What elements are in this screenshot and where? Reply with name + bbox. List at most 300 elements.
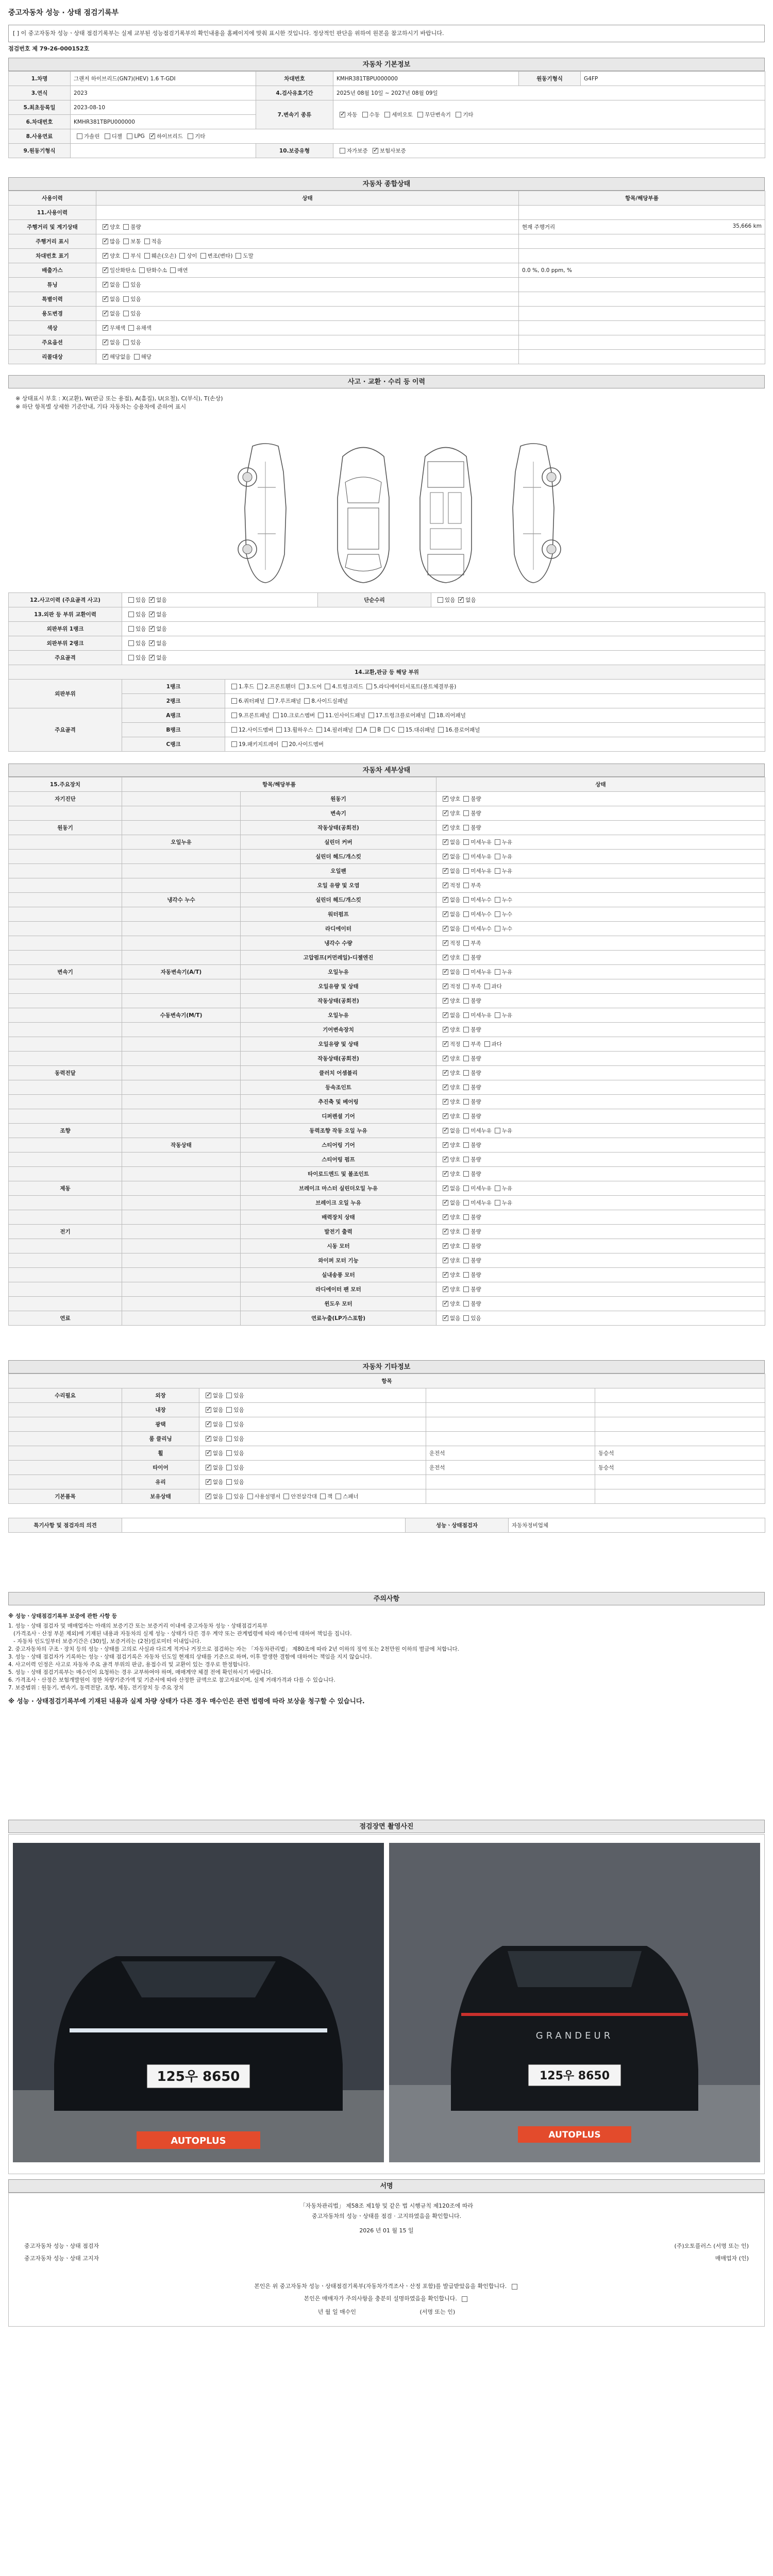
checkbox[interactable] — [443, 1084, 448, 1090]
checkbox[interactable] — [463, 796, 469, 802]
checkbox[interactable] — [103, 296, 108, 302]
checkbox[interactable] — [443, 868, 448, 874]
option-label: 양호 — [450, 1272, 461, 1278]
field-label: 자동변속기(A/T) — [122, 965, 241, 979]
checkbox[interactable] — [304, 698, 310, 704]
checkbox[interactable] — [231, 698, 237, 704]
option-label: 없음 — [156, 612, 167, 618]
accident-options — [122, 636, 765, 651]
checkbox[interactable] — [443, 1258, 448, 1263]
option-label: 양호 — [450, 955, 461, 961]
checkbox[interactable] — [443, 940, 448, 946]
checkbox[interactable] — [283, 1494, 289, 1499]
checkbox[interactable] — [340, 112, 345, 117]
option-label: 없음 — [110, 311, 121, 317]
checkbox[interactable] — [495, 1012, 500, 1018]
checkbox[interactable] — [149, 626, 155, 632]
field-label: 주행거리 표시 — [9, 234, 96, 249]
checkbox[interactable] — [463, 883, 469, 888]
option-label: 양호 — [450, 1099, 461, 1105]
table-row — [9, 1403, 765, 1417]
field-label: 고압펌프(커먼레일)-디젤엔진 — [241, 951, 436, 965]
checkbox[interactable] — [103, 325, 108, 331]
option-label: C — [391, 726, 395, 733]
checkbox[interactable] — [443, 897, 448, 903]
checkbox[interactable] — [463, 1084, 469, 1090]
checkbox[interactable] — [443, 911, 448, 917]
checkbox[interactable] — [463, 1027, 469, 1032]
status-options — [436, 1297, 765, 1311]
checkbox[interactable] — [443, 1243, 448, 1249]
checkbox[interactable] — [103, 267, 108, 273]
checkbox[interactable] — [123, 253, 129, 259]
field-label — [122, 1052, 241, 1066]
checkbox[interactable] — [443, 1128, 448, 1133]
checkbox[interactable] — [443, 1200, 448, 1206]
field-label: 연료 — [9, 1311, 122, 1326]
checkbox[interactable] — [226, 1421, 232, 1427]
status-options — [96, 292, 519, 307]
signature-block — [8, 2193, 765, 2327]
checkbox[interactable] — [123, 282, 129, 287]
checkbox[interactable] — [456, 112, 461, 117]
checkbox[interactable] — [384, 727, 390, 733]
checkbox[interactable] — [495, 1200, 500, 1206]
status-options — [436, 1282, 765, 1297]
checkbox[interactable] — [463, 940, 469, 946]
car-right-side-diagram — [495, 441, 572, 585]
checkbox[interactable] — [495, 897, 500, 903]
checkbox[interactable] — [206, 1436, 211, 1442]
field-label: 자기진단 — [9, 792, 122, 806]
checkbox[interactable] — [463, 911, 469, 917]
checkbox[interactable] — [495, 868, 500, 874]
checkbox[interactable] — [443, 1272, 448, 1278]
field-label: 윈도우 모터 — [241, 1297, 436, 1311]
checkbox[interactable] — [149, 640, 155, 646]
checkbox[interactable] — [438, 727, 444, 733]
checkbox[interactable] — [495, 969, 500, 975]
checkbox[interactable] — [362, 112, 368, 117]
checkbox[interactable] — [495, 1128, 500, 1133]
checkbox[interactable] — [512, 2284, 517, 2290]
field-label — [9, 1268, 122, 1282]
checkbox[interactable] — [463, 1258, 469, 1263]
checkbox[interactable] — [495, 854, 500, 859]
checkbox[interactable] — [123, 224, 129, 230]
option-label: 없음 — [213, 1393, 224, 1399]
checkbox[interactable] — [268, 698, 274, 704]
checkbox[interactable] — [384, 112, 390, 117]
checkbox[interactable] — [128, 640, 134, 646]
table-row — [9, 936, 765, 951]
overall-status-table — [8, 191, 765, 364]
checkbox[interactable] — [226, 1479, 232, 1485]
checkbox[interactable] — [144, 253, 150, 259]
field-label — [9, 1239, 122, 1253]
checkbox[interactable] — [443, 1315, 448, 1321]
status-options — [436, 821, 765, 835]
checkbox[interactable] — [443, 1286, 448, 1292]
checkbox[interactable] — [226, 1465, 232, 1470]
option-label: 있음 — [233, 1465, 244, 1471]
checkbox[interactable] — [438, 597, 443, 603]
field-label: 브레이크 오일 누유 — [241, 1196, 436, 1210]
option-label: 부식 — [130, 253, 141, 259]
status-options — [436, 1080, 765, 1095]
checkbox[interactable] — [231, 727, 237, 733]
checkbox[interactable] — [463, 1301, 469, 1307]
checkbox[interactable] — [443, 1056, 448, 1061]
checkbox[interactable] — [282, 741, 288, 747]
checkbox[interactable] — [443, 1185, 448, 1191]
option-label: 양호 — [450, 825, 461, 831]
option-label: 없음 — [450, 1012, 461, 1019]
option-label: 없음 — [156, 626, 167, 632]
checkbox[interactable] — [273, 713, 279, 718]
front-plate-text: 125우 8650 — [157, 2069, 240, 2084]
table-row — [9, 278, 765, 292]
option-label: 많음 — [110, 239, 121, 245]
checkbox[interactable] — [123, 340, 129, 345]
checkbox[interactable] — [103, 311, 108, 316]
checkbox[interactable] — [226, 1407, 232, 1413]
checkbox[interactable] — [144, 239, 150, 244]
checkbox[interactable] — [231, 713, 237, 718]
option-label: 양호 — [450, 810, 461, 817]
checkbox[interactable] — [236, 253, 241, 259]
checkbox[interactable] — [463, 1185, 469, 1191]
option-label: 미세누유 — [470, 1200, 492, 1206]
buyer-sign-label: 년 월 일 매수인 — [317, 2309, 357, 2315]
checkbox[interactable] — [247, 1494, 253, 1499]
checkbox[interactable] — [463, 1099, 469, 1105]
checkbox[interactable] — [443, 1171, 448, 1177]
notifier-sign-value: 매매업자 (인) — [715, 2255, 749, 2262]
section-accident-history: 사고 · 교환 · 수리 등 이력 — [8, 375, 765, 388]
side-label — [426, 1489, 595, 1504]
field-label: 주행거리 및 계기상태 — [9, 220, 96, 234]
checkbox[interactable] — [128, 655, 134, 660]
option-label: 불량 — [470, 1070, 481, 1076]
checkbox[interactable] — [325, 684, 330, 689]
checkbox[interactable] — [463, 998, 469, 1004]
checkbox[interactable] — [443, 1214, 448, 1220]
checkbox[interactable] — [103, 253, 108, 259]
field-label: 변속기 — [9, 965, 122, 979]
option-label: 있음 — [470, 1315, 481, 1321]
checkbox[interactable] — [128, 626, 134, 632]
checkbox[interactable] — [463, 839, 469, 845]
checkbox[interactable] — [128, 612, 134, 617]
checkbox[interactable] — [128, 597, 134, 603]
checkbox[interactable] — [443, 1301, 448, 1307]
note-line: 6. 가격조사ㆍ산정은 보험개발원이 정한 차량기준가액 및 기준서에 따라 산정한 금액으로 참고자료이며, 실제 거래가격과 다를 수 있습니다. — [8, 1677, 335, 1683]
field-label — [9, 1461, 122, 1475]
checkbox[interactable] — [463, 1113, 469, 1119]
checkbox[interactable] — [443, 1099, 448, 1105]
checkbox[interactable] — [123, 296, 129, 302]
field-label: 12.사고이력 (주요골격 사고) — [9, 593, 122, 607]
checkbox[interactable] — [123, 311, 129, 316]
checkbox[interactable] — [463, 1243, 469, 1249]
checkbox[interactable] — [484, 984, 490, 989]
field-label: 와이퍼 모터 기능 — [241, 1253, 436, 1268]
notes-lines — [8, 1622, 765, 1692]
checkbox[interactable] — [463, 984, 469, 989]
checkbox[interactable] — [316, 727, 322, 733]
checkbox[interactable] — [463, 825, 469, 831]
table-row — [9, 593, 765, 607]
checkbox[interactable] — [458, 597, 464, 603]
table-row — [9, 1475, 765, 1489]
status-options — [436, 792, 765, 806]
checkbox[interactable] — [206, 1407, 211, 1413]
checkbox[interactable] — [463, 1056, 469, 1061]
checkbox[interactable] — [318, 713, 324, 718]
checkbox[interactable] — [429, 713, 435, 718]
checkbox[interactable] — [463, 926, 469, 931]
checkbox[interactable] — [463, 1041, 469, 1047]
side-label: 동승석 — [595, 1446, 765, 1461]
status-options — [436, 1124, 765, 1138]
checkbox[interactable] — [463, 1214, 469, 1220]
checkbox[interactable] — [226, 1494, 232, 1499]
checkbox[interactable] — [463, 1286, 469, 1292]
sign-line: 중고자동차의 성능ㆍ상태를 점검 · 고지하였음을 확인합니다. — [311, 2213, 462, 2219]
checkbox[interactable] — [443, 810, 448, 816]
table-row — [9, 1066, 765, 1080]
checkbox[interactable] — [463, 1229, 469, 1234]
checkbox[interactable] — [103, 239, 108, 244]
field-label — [122, 994, 241, 1008]
checkbox[interactable] — [443, 926, 448, 931]
checkbox[interactable] — [463, 1070, 469, 1076]
checkbox[interactable] — [231, 684, 237, 689]
option-label: 불량 — [470, 1286, 481, 1293]
checkbox[interactable] — [373, 148, 378, 154]
checkbox[interactable] — [495, 926, 500, 931]
checkbox[interactable] — [463, 868, 469, 874]
checkbox[interactable] — [179, 253, 185, 259]
checkbox[interactable] — [149, 612, 155, 617]
checkbox[interactable] — [206, 1450, 211, 1456]
checkbox[interactable] — [443, 998, 448, 1004]
checkbox[interactable] — [231, 741, 237, 747]
checkbox[interactable] — [417, 112, 423, 117]
note-line: (가격조사ㆍ산정 부분 제외)에 기재된 내용과 자동차의 실제 성능ㆍ상태가 다른 경우 계약 또는 관계법령에 따라 매수인에 대하여 책임을 집니다. — [8, 1631, 352, 1637]
status-options — [436, 1023, 765, 1037]
option-label: 양호 — [110, 224, 121, 230]
table-row — [9, 893, 765, 907]
checkbox[interactable] — [299, 684, 305, 689]
checkbox[interactable] — [443, 854, 448, 859]
checkbox[interactable] — [206, 1494, 211, 1499]
checkbox[interactable] — [443, 883, 448, 888]
checkbox[interactable] — [103, 354, 108, 360]
option-label: 불량 — [470, 955, 481, 961]
field-label: 주요골격 — [9, 651, 122, 665]
field-label: 외판부위 1랭크 — [9, 622, 122, 636]
field-label — [9, 907, 122, 922]
checkbox[interactable] — [443, 796, 448, 802]
option-label: 불량 — [470, 1099, 481, 1105]
checkbox[interactable] — [206, 1421, 211, 1427]
checkbox[interactable] — [463, 1200, 469, 1206]
table-row — [9, 1153, 765, 1167]
option-label: 없음 — [450, 897, 461, 903]
checkbox[interactable] — [443, 1142, 448, 1148]
field-label — [122, 1109, 241, 1124]
option-label: 적음 — [151, 239, 162, 245]
checkbox[interactable] — [463, 810, 469, 816]
checkbox[interactable] — [443, 955, 448, 960]
option-label: 적정 — [450, 984, 461, 990]
buyer-confirm-text: 본인은 위 중고자동차 성능ㆍ상태점검기록부(자동차가격조사ㆍ산정 포함)를 발급받았음을 확인합니다. — [254, 2283, 507, 2290]
checkbox[interactable] — [463, 854, 469, 859]
option-label: 있음 — [136, 640, 146, 647]
table-row — [9, 1109, 765, 1124]
checkbox[interactable] — [103, 282, 108, 287]
checkbox[interactable] — [123, 239, 129, 244]
option-label: 양호 — [450, 1286, 461, 1293]
checkbox[interactable] — [463, 1128, 469, 1133]
table-row — [9, 1037, 765, 1052]
field-label: 1.차명 — [9, 72, 71, 86]
checkbox[interactable] — [398, 727, 404, 733]
field-label — [122, 1210, 241, 1225]
checkbox[interactable] — [139, 267, 145, 273]
checkbox[interactable] — [495, 1185, 500, 1191]
document-title: 중고자동차 성능 · 상태 점검기록부 — [8, 9, 119, 17]
checkbox[interactable] — [463, 955, 469, 960]
field-label — [122, 1268, 241, 1282]
checkbox[interactable] — [200, 253, 206, 259]
checkbox[interactable] — [443, 969, 448, 975]
table-row — [9, 1023, 765, 1037]
status-options — [96, 249, 519, 263]
checkbox[interactable] — [462, 2296, 467, 2302]
checkbox[interactable] — [370, 727, 376, 733]
checkbox[interactable] — [495, 839, 500, 845]
legend-line: ※ 하단 항목별 상세한 기준안내, 기타 자동차는 승용차에 준하여 표시 — [15, 403, 187, 410]
column-header: 항목/해당부품 — [122, 777, 436, 792]
checkbox[interactable] — [443, 1070, 448, 1076]
table-row — [9, 1461, 765, 1475]
checkbox[interactable] — [463, 1272, 469, 1278]
option-label: 없음 — [450, 839, 461, 845]
table-row — [9, 1196, 765, 1210]
option-label: 불량 — [470, 1027, 481, 1033]
field-label: 등속조인트 — [241, 1080, 436, 1095]
option-label: 가솔린 — [84, 133, 100, 140]
checkbox[interactable] — [103, 224, 108, 230]
buyer-sign-value: (서명 또는 인) — [419, 2309, 456, 2315]
option-label: 19.패키지트레이 — [239, 741, 279, 748]
checkbox[interactable] — [356, 727, 362, 733]
checkbox[interactable] — [463, 1157, 469, 1162]
option-label: 수동 — [369, 112, 380, 118]
field-label — [9, 1297, 122, 1311]
checkbox[interactable] — [170, 267, 176, 273]
checkbox[interactable] — [443, 1012, 448, 1018]
frameA-options — [225, 708, 765, 723]
checkbox[interactable] — [443, 825, 448, 831]
checkbox[interactable] — [77, 133, 82, 139]
checkbox[interactable] — [134, 354, 140, 360]
table-row — [9, 1124, 765, 1138]
checkbox[interactable] — [226, 1436, 232, 1442]
checkbox[interactable] — [206, 1479, 211, 1485]
checkbox[interactable] — [206, 1393, 211, 1398]
checkbox[interactable] — [340, 148, 345, 154]
checkbox[interactable] — [320, 1494, 326, 1499]
field-label: 7.변속기 종류 — [256, 100, 333, 129]
option-label: 없음 — [450, 854, 461, 860]
status-options — [436, 1253, 765, 1268]
field-label — [122, 1282, 241, 1297]
option-label: 미세누수 — [470, 911, 492, 918]
checkbox[interactable] — [463, 897, 469, 903]
checkbox[interactable] — [206, 1465, 211, 1470]
checkbox[interactable] — [226, 1393, 232, 1398]
status-options — [436, 979, 765, 994]
checkbox[interactable] — [484, 1041, 490, 1047]
table-row — [9, 292, 765, 307]
option-label: 양호 — [450, 796, 461, 802]
checkbox[interactable] — [149, 597, 155, 603]
checkbox[interactable] — [128, 325, 134, 331]
checkbox[interactable] — [368, 713, 374, 718]
front-banner-text: AUTOPLUS — [171, 2136, 226, 2146]
checkbox[interactable] — [257, 684, 263, 689]
checkbox[interactable] — [443, 984, 448, 989]
status-options — [96, 335, 519, 350]
checkbox[interactable] — [495, 911, 500, 917]
checkbox[interactable] — [127, 133, 132, 139]
checkbox[interactable] — [226, 1450, 232, 1456]
checkbox[interactable] — [443, 1157, 448, 1162]
checkbox[interactable] — [188, 133, 193, 139]
checkbox[interactable] — [463, 969, 469, 975]
checkbox[interactable] — [366, 684, 372, 689]
option-label: 기타 — [463, 112, 474, 118]
checkbox[interactable] — [443, 839, 448, 845]
option-label: 13.휠하우스 — [283, 727, 313, 733]
checkbox[interactable] — [443, 1113, 448, 1119]
checkbox[interactable] — [463, 1142, 469, 1148]
option-label: 과다 — [491, 984, 502, 990]
checkbox[interactable] — [443, 1027, 448, 1032]
checkbox[interactable] — [443, 1229, 448, 1234]
option-label: 적정 — [450, 883, 461, 889]
checkbox[interactable] — [335, 1494, 341, 1499]
checkbox[interactable] — [105, 133, 110, 139]
table-row — [9, 636, 765, 651]
option-label: 누유 — [501, 839, 513, 845]
checkbox[interactable] — [149, 655, 155, 660]
field-label — [9, 1153, 122, 1167]
checkbox[interactable] — [276, 727, 282, 733]
checkbox[interactable] — [103, 340, 108, 345]
field-label — [122, 1167, 241, 1181]
checkbox[interactable] — [463, 1012, 469, 1018]
checkbox[interactable] — [149, 133, 155, 139]
checkbox[interactable] — [463, 1171, 469, 1177]
checkbox[interactable] — [443, 1041, 448, 1047]
option-label: 보통 — [130, 239, 141, 245]
checkbox[interactable] — [463, 1315, 469, 1321]
